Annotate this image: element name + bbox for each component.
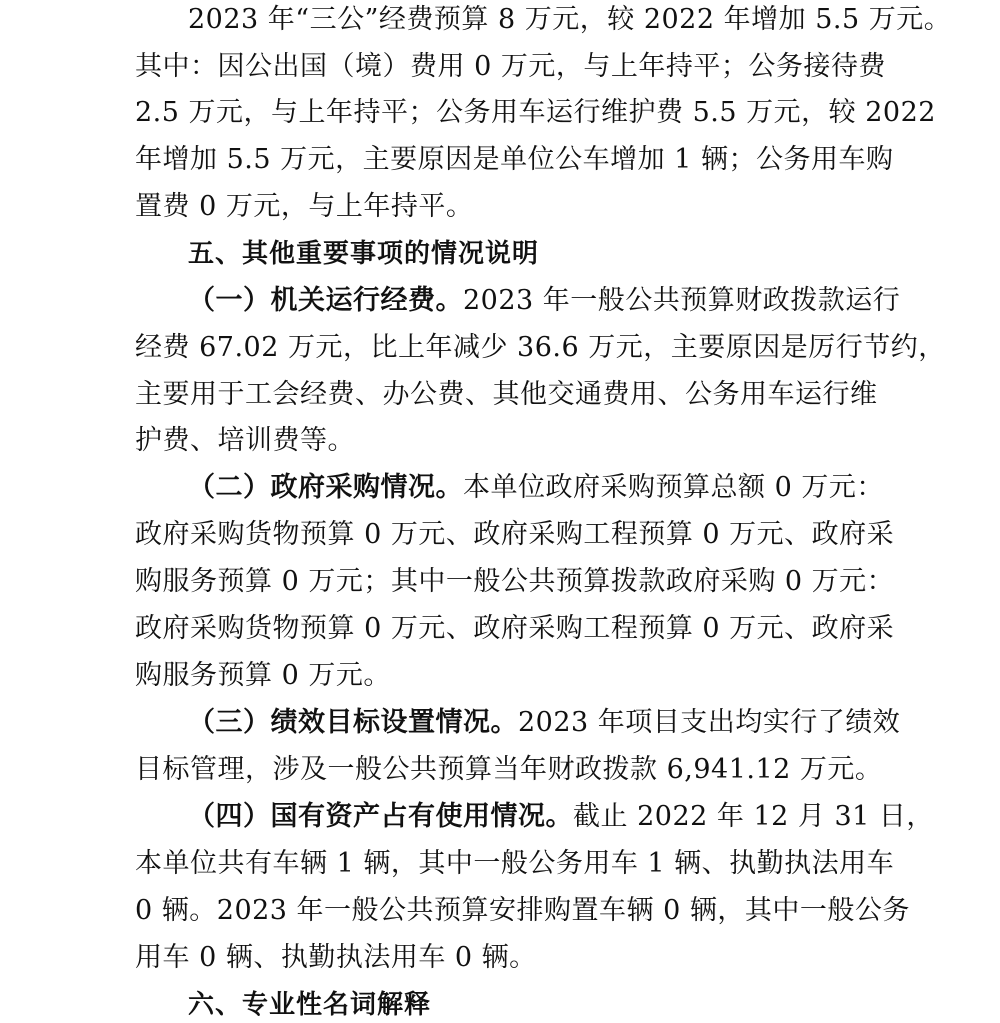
- paragraph-line: 年增加 5.5 万元，主要原因是单位公车增加 1 辆；公务用车购: [135, 144, 894, 175]
- item-label: （四）国有资产占有使用情况。: [188, 801, 573, 832]
- paragraph-line: 购服务预算 0 万元。: [135, 660, 391, 691]
- item-first-line: [188, 470, 884, 506]
- paragraph-line: 政府采购货物预算 0 万元、政府采购工程预算 0 万元、政府采: [135, 613, 895, 644]
- paragraph-line: 用车 0 辆、执勤执法用车 0 辆。: [135, 942, 537, 973]
- item-label: （三）绩效目标设置情况。: [188, 707, 518, 738]
- paragraph-line: 其中：因公出国（境）费用 0 万元，与上年持平；公务接待费: [135, 51, 886, 82]
- item-text: 截止 2022 年 12 月 31 日，: [573, 801, 934, 832]
- paragraph-line: 2023 年“三公”经费预算 8 万元，较 2022 年增加 5.5 万元。: [188, 4, 952, 35]
- item-label: （二）政府采购情况。: [188, 472, 463, 503]
- item-text: 2023 年项目支出均实行了绩效: [518, 707, 901, 738]
- section-heading: 六、专业性名词解释: [188, 990, 432, 1020]
- item-first-line: [188, 283, 900, 319]
- paragraph-line: 护费、培训费等。: [135, 425, 355, 456]
- paragraph-line: 购服务预算 0 万元；其中一般公共预算拨款政府采购 0 万元：: [135, 566, 895, 597]
- paragraph-line: 政府采购货物预算 0 万元、政府采购工程预算 0 万元、政府采: [135, 519, 895, 550]
- item-first-line: [188, 705, 900, 741]
- paragraph-line: 0 辆。2023 年一般公共预算安排购置车辆 0 辆，其中一般公务: [135, 895, 910, 926]
- paragraph-line: 2.5 万元，与上年持平；公务用车运行维护费 5.5 万元，较 2022: [135, 97, 936, 128]
- paragraph-line: 经费 67.02 万元，比上年减少 36.6 万元，主要原因是厉行节约，: [135, 332, 946, 363]
- item-first-line: [188, 799, 934, 835]
- paragraph-line: 目标管理，涉及一般公共预算当年财政拨款 6,941.12 万元。: [135, 754, 883, 785]
- paragraph-line: 本单位共有车辆 1 辆，其中一般公务用车 1 辆、执勤执法用车: [135, 848, 895, 879]
- item-text: 2023 年一般公共预算财政拨款运行: [463, 285, 901, 316]
- item-label: （一）机关运行经费。: [188, 285, 463, 316]
- section-heading: 五、其他重要事项的情况说明: [188, 239, 540, 269]
- item-text: 本单位政府采购预算总额 0 万元：: [463, 472, 884, 503]
- paragraph-line: 主要用于工会经费、办公费、其他交通费用、公务用车运行维: [135, 379, 878, 410]
- paragraph-line: 置费 0 万元，与上年持平。: [135, 191, 474, 222]
